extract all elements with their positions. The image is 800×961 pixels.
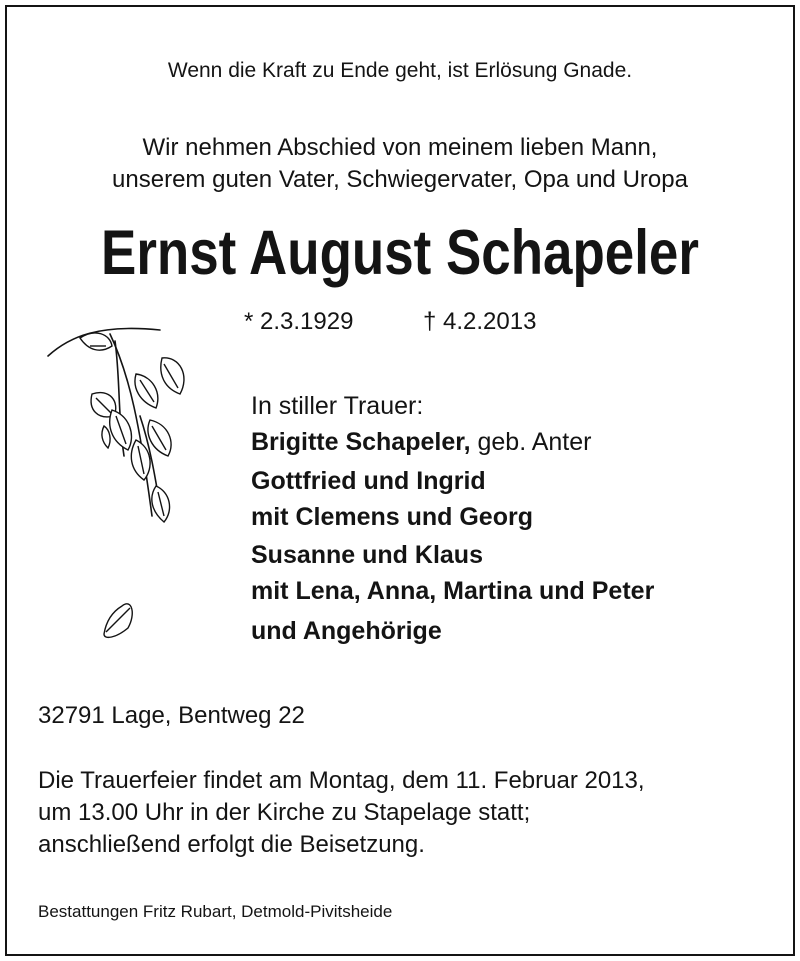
mourner-line-5: und Angehörige [251, 617, 442, 645]
mourner-line-3: Susanne und Klaus [251, 541, 483, 569]
motto: Wenn die Kraft zu Ende geht, ist Erlösung Gnade. [167, 59, 633, 82]
spouse-name: Brigitte Schapeler, [251, 428, 471, 456]
address: 32791 Lage, Bentweg 22 [38, 702, 305, 729]
mourner-line-2: mit Clemens und Georg [251, 503, 533, 531]
undertaker: Bestattungen Fritz Rubart, Detmold-Pivitsheide [38, 902, 393, 921]
mourner-line-1: Gottfried und Ingrid [251, 467, 486, 495]
service-line-2: um 13.00 Uhr in der Kirche zu Stapelage statt; [38, 799, 531, 826]
service-line-1: Die Trauerfeier findet am Montag, dem 11. Februar 2013, [38, 767, 645, 794]
spouse-note: geb. Anter [477, 428, 592, 456]
mourner-line-4: mit Lena, Anna, Martina und Peter [251, 577, 655, 605]
intro-line-2: unserem guten Vater, Schwiegervater, Opa und Uropa [112, 166, 688, 193]
mourners-heading: In stiller Trauer: [251, 392, 424, 420]
birth-date: * 2.3.1929 [244, 308, 354, 335]
intro-line-1: Wir nehmen Abschied von meinem lieben Mann, [142, 134, 658, 161]
service-line-3: anschließend erfolgt die Beisetzung. [38, 831, 425, 858]
deceased-name: Ernst August Schapeler [101, 218, 699, 288]
death-date: † 4.2.2013 [423, 308, 537, 335]
mourner-spouse [251, 430, 591, 455]
birch-branch-icon [40, 316, 200, 656]
